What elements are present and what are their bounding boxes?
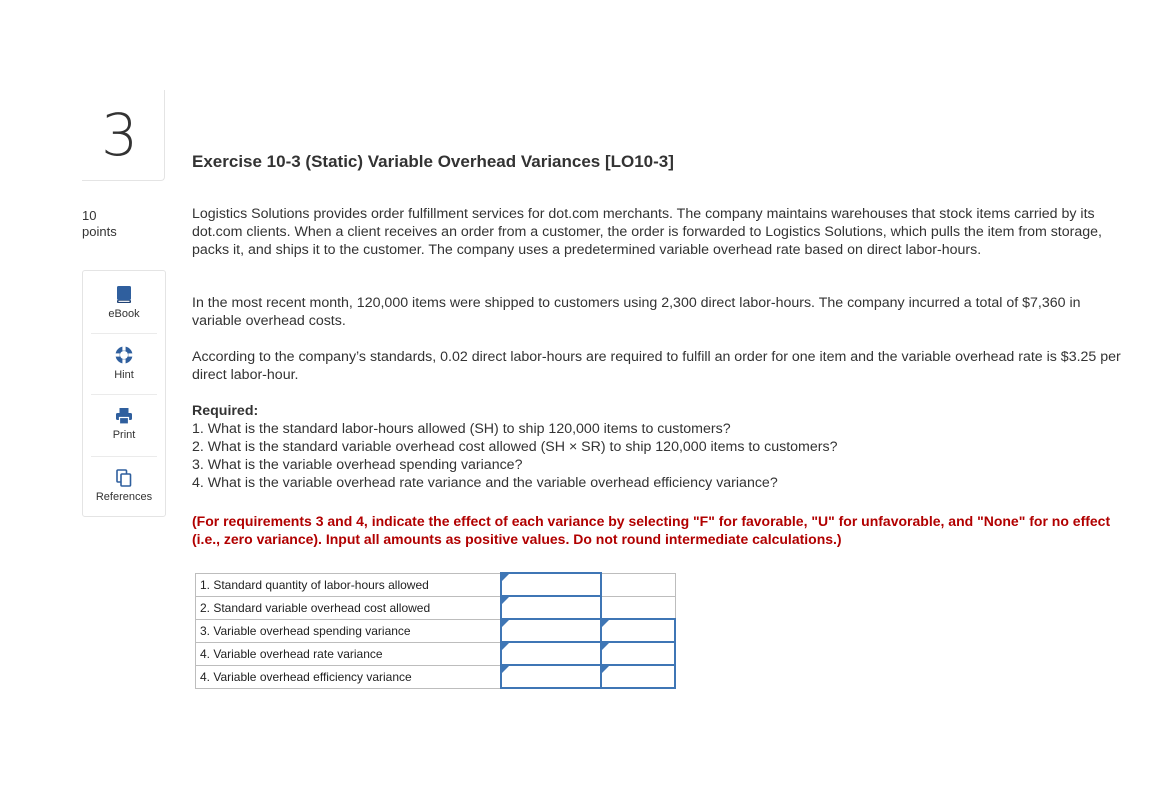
question-number: 3 [101, 101, 138, 169]
required-item: 4. What is the variable overhead rate variance and the variable overhead efficiency variance? [192, 475, 778, 491]
tools-panel [82, 270, 166, 517]
ebook-button[interactable] [83, 285, 165, 320]
row-label: 3. Variable overhead spending variance [196, 619, 502, 642]
points-label: points [82, 224, 117, 239]
required-item: 1. What is the standard labor-hours allowed (SH) to ship 120,000 items to customers? [192, 421, 731, 437]
standards-paragraph: According to the company’s standards, 0.02 direct labor-hours are required to fulfill an order for one item and the variable overhead rate is $3.25 per direct labor-hour. [192, 349, 1121, 383]
points-indicator [82, 208, 117, 240]
answer-input[interactable] [501, 642, 601, 665]
tools-divider [91, 394, 157, 395]
table-row [196, 642, 676, 665]
required-section [192, 402, 1127, 492]
ebook-label: eBook [108, 308, 140, 320]
required-item: 3. What is the variable overhead spending variance? [192, 457, 523, 473]
table-row [196, 596, 676, 619]
hint-button[interactable] [83, 345, 165, 381]
data-paragraph: In the most recent month, 120,000 items were shipped to customers using 2,300 direct labor-hours. The company incurred a total of $7,360 in variable overhead costs. [192, 295, 1081, 329]
required-item: 2. What is the standard variable overhead cost allowed (SH × SR) to ship 120,000 items to customers? [192, 439, 838, 455]
answer-table [195, 572, 676, 689]
empty-cell [601, 596, 675, 619]
printer-icon [115, 407, 133, 425]
lifebuoy-icon [114, 345, 134, 365]
answer-input[interactable] [501, 619, 601, 642]
row-label: 1. Standard quantity of labor-hours allowed [196, 573, 502, 596]
intro-paragraph: Logistics Solutions provides order fulfillment services for dot.com merchants. The company maintains warehouses that stock items carried by its dot.com clients. When a client receives an order from a customer, the order is forwarded to Logistics Solutions, which pulls the item from storage, packs it, and ships it to the customer. The company uses a predetermined variable overhead rate based on direct labor-hours. [192, 206, 1102, 258]
effect-select[interactable] [601, 665, 675, 688]
references-label: References [95, 491, 153, 503]
effect-select[interactable] [601, 642, 675, 665]
book-icon [116, 285, 132, 304]
effect-select[interactable] [601, 619, 675, 642]
tools-divider [91, 333, 157, 334]
table-row [196, 665, 676, 688]
answer-input[interactable] [501, 596, 601, 619]
tools-divider [91, 456, 157, 457]
hint-label: Hint [114, 369, 134, 381]
print-button[interactable] [83, 407, 165, 441]
row-label: 4. Variable overhead rate variance [196, 642, 502, 665]
row-label: 2. Standard variable overhead cost allowed [196, 596, 502, 619]
points-value: 10 [82, 208, 97, 223]
table-row [196, 573, 676, 596]
required-heading: Required: [192, 403, 259, 419]
copy-icon [116, 469, 132, 487]
answer-input[interactable] [501, 573, 601, 596]
references-button[interactable] [83, 469, 165, 503]
print-label: Print [112, 429, 136, 441]
row-label: 4. Variable overhead efficiency variance [196, 665, 502, 688]
table-row [196, 619, 676, 642]
question-number-box [82, 90, 165, 181]
answer-input[interactable] [501, 665, 601, 688]
empty-cell [601, 573, 675, 596]
instruction-note: (For requirements 3 and 4, indicate the effect of each variance by selecting "F" for favorable, "U" for unfavorable, and "None" for no effect (i.e., zero variance). Input all amounts as positive values. Do not round intermediate calculations.) [192, 513, 1111, 547]
exercise-title: Exercise 10-3 (Static) Variable Overhead Variances [LO10-3] [192, 152, 674, 171]
